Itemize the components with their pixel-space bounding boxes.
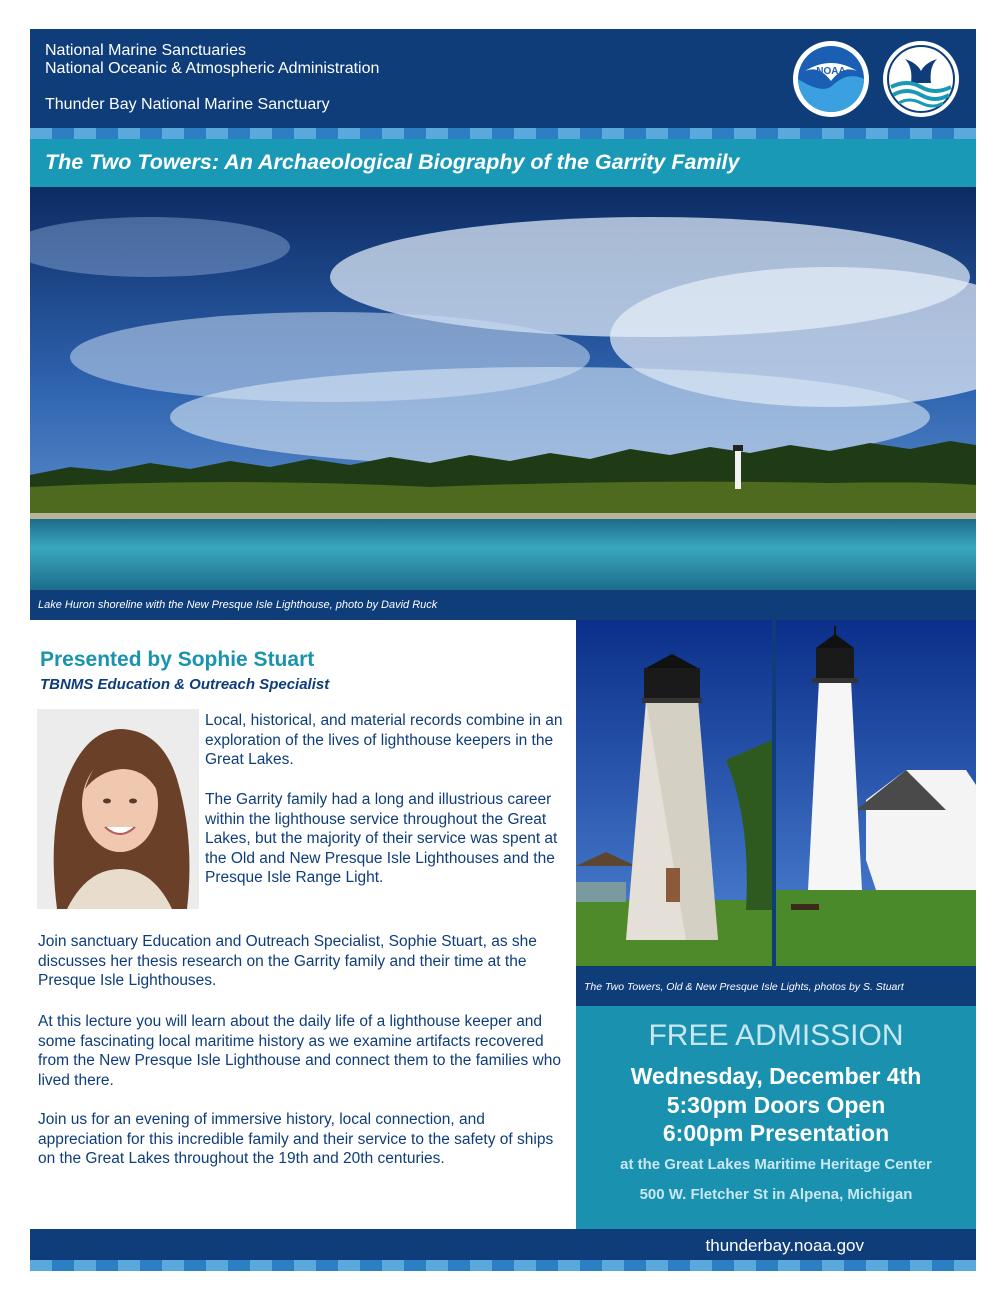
event-date: Wednesday, December 4th bbox=[630, 1063, 922, 1089]
hero-caption: Lake Huron shoreline with the New Presque Isle Lighthouse, photo by David Ruck bbox=[38, 599, 438, 611]
decorative-stripe-bottom bbox=[30, 1260, 976, 1271]
paragraph-intro: Local, historical, and material records combine in an exploration of the lives of lighthouse keepers in the Great Lakes. bbox=[205, 712, 563, 768]
hero-photo bbox=[30, 187, 976, 590]
presenter-portrait bbox=[37, 709, 199, 909]
event-address: 500 W. Fletcher St in Alpena, Michigan bbox=[639, 1186, 913, 1203]
paragraph-lecture: At this lecture you will learn about the daily life of a lighthouse keeper and some fascinating local maritime history as we examine artifacts recovered from the New Presque Isle Lighthouse and connect them to the families who lived there. bbox=[38, 1013, 561, 1089]
doors-open-time: 5:30pm Doors Open bbox=[666, 1092, 886, 1118]
org-line-1: National Marine Sanctuaries bbox=[45, 42, 246, 59]
paragraph-join-sanctuary: Join sanctuary Education and Outreach Specialist, Sophie Stuart, as she discusses her thesis research on the Garrity family and their time at the Presque Isle Lighthouses. bbox=[38, 933, 537, 989]
presenter-role: TBNMS Education & Outreach Specialist bbox=[40, 676, 330, 693]
website-link[interactable]: thunderbay.noaa.gov bbox=[705, 1236, 864, 1255]
title-bar bbox=[30, 139, 976, 187]
decorative-stripe-top bbox=[30, 128, 976, 139]
svg-text:NOAA: NOAA bbox=[816, 66, 846, 77]
footer bbox=[30, 1229, 976, 1260]
flyer-page bbox=[30, 29, 976, 1271]
noaa-logo-icon bbox=[793, 41, 869, 117]
event-venue: at the Great Lakes Maritime Heritage Center bbox=[620, 1156, 932, 1173]
presentation-time: 6:00pm Presentation bbox=[662, 1120, 890, 1146]
event-details bbox=[576, 1006, 976, 1229]
page-title: The Two Towers: An Archaeological Biography of the Garrity Family bbox=[45, 150, 740, 174]
two-towers-photo bbox=[576, 620, 976, 966]
right-column bbox=[576, 620, 976, 1229]
free-admission: FREE ADMISSION bbox=[648, 1019, 904, 1052]
left-column bbox=[30, 620, 576, 1229]
sanctuary-name: Thunder Bay National Marine Sanctuary bbox=[45, 96, 330, 113]
org-line-2: National Oceanic & Atmospheric Administration bbox=[45, 60, 380, 77]
presenter-name: Presented by Sophie Stuart bbox=[40, 648, 315, 671]
hero-caption-bar bbox=[30, 590, 976, 620]
paragraph-evening: Join us for an evening of immersive history, local connection, and appreciation for this incredible family and their service to the safety of ships on the Great Lakes throughout the 19th and 20th centuries. bbox=[38, 1111, 554, 1167]
header bbox=[30, 29, 976, 128]
whale-tail-logo-icon bbox=[883, 41, 959, 117]
two-towers-caption: The Two Towers, Old & New Presque Isle Lights, photos by S. Stuart bbox=[584, 981, 904, 993]
paragraph-garrity-family: The Garrity family had a long and illustrious career within the lighthouse service throughout the Great Lakes, but the majority of their service was spent at the Old and New Presque Isle Lighthouses and the Presque Isle Range Light. bbox=[205, 791, 558, 886]
